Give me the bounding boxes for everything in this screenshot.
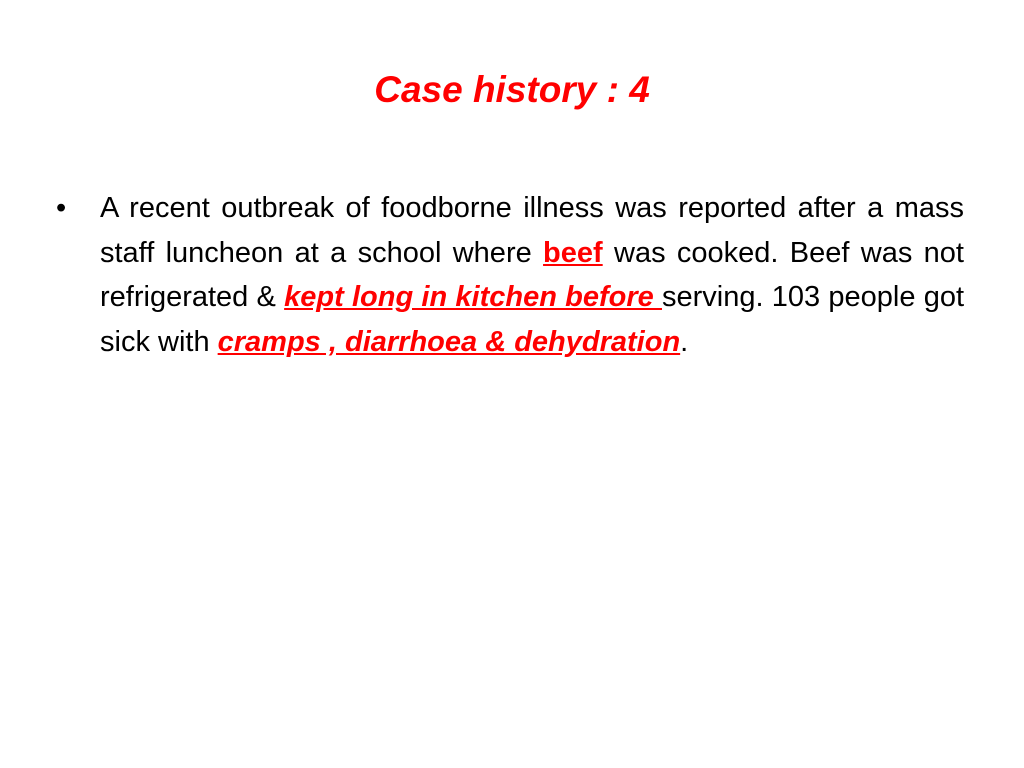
highlight-kept-long: kept long in kitchen before bbox=[284, 281, 662, 313]
bullet-icon: • bbox=[56, 192, 67, 224]
text-segment-1: A recent outbreak of foodborne illness was reported after a mass staff luncheon at a school where bbox=[100, 192, 964, 269]
text-segment-2: was cooked. Beef was not refrigerated & bbox=[100, 236, 964, 313]
paragraph-text bbox=[100, 192, 964, 358]
slide-title: Case history : 4 bbox=[374, 69, 650, 110]
text-segment-3: serving. 103 people got sick with bbox=[100, 281, 965, 358]
text-segment-4: . bbox=[680, 325, 689, 358]
bullet-item bbox=[56, 186, 964, 364]
highlight-symptoms: cramps , diarrhoea & dehydration bbox=[217, 325, 681, 358]
highlight-beef: beef bbox=[543, 236, 603, 269]
bullet-list bbox=[56, 186, 964, 364]
